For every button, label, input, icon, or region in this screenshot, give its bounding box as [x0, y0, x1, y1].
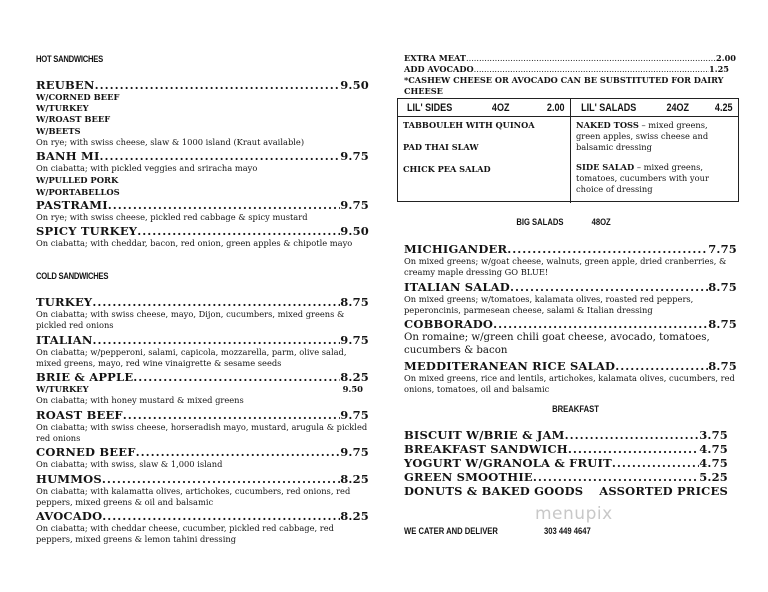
item-description: On ciabatta; with kalamatta olives, artichokes, cucumbers, red onions, red peppers, mixed greens & oil and balsamic	[36, 485, 351, 507]
phone-number[interactable]: 303 449 4647	[544, 526, 591, 536]
item-price: 9.75	[340, 407, 369, 422]
item-price: 8.75	[708, 358, 737, 373]
item-price: 9.50	[340, 78, 369, 92]
item-price: 9.75	[340, 197, 369, 212]
item-description: On rye; with swiss cheese, pickled red cabbage & spicy mustard	[36, 211, 308, 222]
lil-salad-item: SIDE SALAD – mixed greens, tomatoes, cucumbers with your choice of dressing	[576, 161, 709, 195]
item-price: 5.25	[699, 470, 728, 484]
menu-item-donuts: DONUTS & BAKED GOODS ASSORTED PRICES	[404, 484, 728, 498]
item-price: 9.75	[340, 149, 369, 164]
cold-sandwiches-list	[36, 295, 369, 547]
item-description: On ciabatta; with cheddar, bacon, red onion, green apples & chipotle mayo	[36, 238, 353, 249]
item-price: 4.75	[699, 442, 728, 456]
item-price: ASSORTED PRICES	[599, 484, 728, 498]
item-price: 7.75	[708, 242, 737, 256]
lil-salads-column	[571, 117, 738, 203]
lil-sides-salads-table	[397, 98, 739, 202]
cold-sandwiches-heading: COLD SANDWICHES	[36, 271, 109, 281]
menu-item-turkey: TURKEY ..... 8.75	[36, 295, 369, 309]
table-body	[398, 117, 738, 203]
hot-sandwiches-heading: HOT SANDWICHES	[36, 54, 103, 64]
cater-deliver-text: WE CATER AND DELIVER	[404, 526, 498, 536]
item-price: 4.75	[699, 456, 728, 470]
menu-item-italian: ITALIAN ..... 9.75	[36, 333, 369, 347]
menu-item-biscuit: BISCUIT W/BRIE & JAM ..... 3.75	[404, 428, 728, 442]
menu-item-roast-beef: ROAST BEEF ..... 9.75	[36, 408, 369, 422]
item-price: 8.75	[340, 295, 369, 309]
lil-sides-column	[398, 117, 571, 203]
item-price: 8.75	[708, 279, 737, 294]
item-description: On ciabatta; w/pepperoni, salami, capicola, mozzarella, parm, olive salad, mixed greens, mayo, red wine vinaigrette & sesame seeds	[36, 346, 347, 368]
menu-item-brie-apple: BRIE & APPLE ..... 8.25	[36, 370, 369, 384]
item-price: 9.75	[340, 445, 369, 460]
menu-item-banh-mi: BANH MI ..... 9.75	[36, 149, 369, 163]
big-salads-heading: BIG SALADS 48OZ	[516, 217, 611, 227]
breakfast-list	[404, 428, 728, 498]
item-price: 8.75	[708, 317, 737, 332]
side-item: TABBOULEH WITH QUINOA	[403, 120, 535, 130]
menu-item-yogurt: YOGURT W/GRANOLA & FRUIT ..... 4.75	[404, 456, 728, 470]
menu-item-breakfast-sandwich: BREAKFAST SANDWICH ..... 4.75	[404, 442, 728, 456]
menu-item-hummos: HUMMOS ..... 8.25	[36, 472, 369, 486]
item-option: W/ROAST BEEF	[36, 114, 111, 125]
menu-item-mediterranean-rice-salad: MEDDITERANEAN RICE SALAD ..... 8.75	[404, 359, 737, 373]
menu-item-italian-salad: ITALIAN SALAD ..... 8.75	[404, 280, 737, 294]
item-description: On ciabatta; with honey mustard & mixed greens	[36, 395, 244, 406]
item-option: W/CORNED BEEF	[36, 92, 120, 102]
item-price: 9.50	[340, 224, 369, 239]
substitution-note: *CASHEW CHEESE OR AVOCADO CAN BE SUBSTITUTED FOR DAIRY CHEESE	[404, 75, 724, 96]
item-price: 9.75	[340, 332, 369, 347]
addon-extra-meat: EXTRA MEAT ..... 2.00	[404, 53, 736, 64]
item-description: On romaine; w/green chili goat cheese, avocado, tomatoes, cucumbers & bacon	[404, 332, 710, 357]
item-price: 8.25	[340, 471, 369, 486]
lil-sides-price: 2.00	[546, 101, 565, 114]
watermark: menupix	[535, 504, 613, 524]
item-description: On ciabatta; with swiss, slaw & 1,000 island	[36, 459, 223, 470]
item-option: W/TURKEY	[36, 103, 89, 114]
item-description: On mixed greens; w/goat cheese, walnuts, green apple, dried cranberries, & creamy maple dressing GO BLUE!	[404, 256, 727, 278]
addon-price: 2.00	[716, 53, 736, 63]
addons-list	[404, 53, 736, 96]
lil-salads-price: 4.25	[714, 101, 733, 114]
big-salads-list	[404, 242, 737, 396]
item-price: 8.25	[340, 370, 369, 385]
menu-item-spicy-turkey: SPICY TURKEY ..... 9.50	[36, 224, 369, 238]
lil-salads-size: 24OZ	[666, 101, 689, 114]
lil-sides-header: LIL' SIDES 4OZ 2.00	[398, 99, 571, 116]
menu-item-michigander: MICHIGANDER ..... 7.75	[404, 242, 737, 256]
item-description: On rye; with swiss cheese, slaw & 1000 island (Kraut available)	[36, 136, 305, 147]
addon-price: 1.25	[709, 64, 729, 74]
item-option: W/TURKEY 9.50	[36, 384, 369, 395]
breakfast-heading: BREAKFAST	[552, 404, 599, 414]
menu-item-pastrami: PASTRAMI ..... 9.75	[36, 198, 369, 212]
item-description: On mixed greens, rice and lentils, artichokes, kalamata olives, cucumbers, red onions, tomatoes, oil and balsamic	[404, 372, 735, 394]
menu-item-corned-beef: CORNED BEEF ..... 9.75	[36, 445, 369, 459]
item-option: W/BEETS	[36, 125, 81, 136]
item-description: On ciabatta; with pickled veggies and sriracha mayo	[36, 163, 258, 174]
lil-sides-size: 4OZ	[492, 101, 510, 114]
menu-item-reuben: REUBEN ..... 9.50	[36, 78, 369, 92]
lil-salads-header: LIL' SALADS 24OZ 4.25	[581, 101, 733, 114]
item-description: On ciabatta; with swiss cheese, mayo, Dijon, cucumbers, mixed greens & pickled red onions	[36, 309, 345, 331]
item-description: On ciabatta; with cheddar cheese, cucumber, pickled red cabbage, red peppers, mixed greens & lemon tahini dressing	[36, 523, 334, 545]
item-option: W/PORTABELLOS	[36, 186, 120, 197]
hot-sandwiches-list	[36, 78, 369, 250]
option-price: 9.50	[342, 384, 363, 395]
side-item: PAD THAI SLAW	[403, 142, 479, 152]
item-description: On ciabatta; with swiss cheese, horseradish mayo, mustard, arugula & pickled red onions	[36, 421, 368, 443]
menu-item-cobborado: COBBORADO ..... 8.75	[404, 317, 737, 331]
item-option: W/PULLED PORK	[36, 175, 119, 186]
table-header	[398, 99, 738, 117]
menu-item-green-smoothie: GREEN SMOOTHIE ..... 5.25	[404, 470, 728, 484]
side-item: CHICK PEA SALAD	[403, 164, 491, 174]
big-salads-size: 48OZ	[591, 217, 611, 227]
item-description: On mixed greens; w/tomatoes, kalamata olives, roasted red peppers, peperoncinis, parmesean cheese, salami & Italian dressing	[404, 293, 694, 315]
item-price: 8.25	[340, 509, 369, 524]
item-price: 3.75	[699, 428, 728, 442]
menu-item-avocado: AVOCADO ..... 8.25	[36, 509, 369, 523]
addon-add-avocado: ADD AVOCADO ..... 1.25	[404, 64, 729, 75]
lil-salad-item: NAKED TOSS – mixed greens, green apples, swiss cheese and balsamic dressing	[576, 120, 709, 153]
